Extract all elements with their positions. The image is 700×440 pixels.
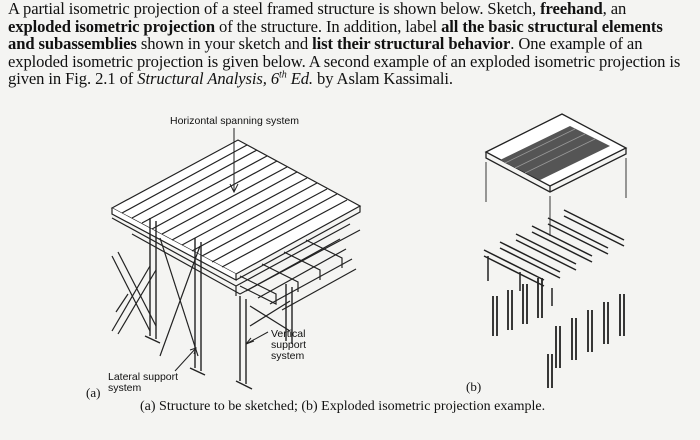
book-edition: Ed. <box>286 69 313 89</box>
problem-text-3: , an <box>602 0 627 18</box>
problem-text-9: . One example of an exploded isometric projection is given below. A second example of an exploded isometric projection is given in Fig. 2.1 of <box>8 34 681 89</box>
figure-drawing <box>0 106 700 440</box>
subfigure-label-b: (b) <box>466 379 482 394</box>
label-vertical-line2: support <box>271 339 307 351</box>
exploded-drawing-b <box>484 114 626 388</box>
label-lateral-support <box>108 372 178 394</box>
edition-superscript: th <box>279 69 287 81</box>
label-lateral-line1: Lateral support <box>108 371 179 383</box>
figure-caption: (a) Structure to be sketched; (b) Exploded isometric projection example. <box>140 399 546 414</box>
problem-text-freehand: freehand <box>540 0 603 18</box>
label-vertical-line1: Vertical <box>271 328 306 340</box>
label-lateral-line2: system <box>108 382 142 394</box>
problem-statement <box>8 0 692 88</box>
subfigure-label-a: (a) <box>86 385 101 400</box>
problem-text-exploded: exploded isometric projection <box>8 16 215 36</box>
problem-text-7: shown in your sketch and <box>136 34 313 54</box>
problem-text-1: A partial isometric projection of a steel framed structure is shown below. Sketch, <box>8 0 541 18</box>
exploded-columns <box>493 278 624 388</box>
deck-boards <box>112 140 360 280</box>
figure <box>0 106 700 440</box>
exploded-beams <box>484 210 624 306</box>
label-vertical-support <box>271 329 306 362</box>
problem-text-author: by Aslam Kassimali. <box>312 69 453 89</box>
book-title: Structural Analysis, 6 <box>137 69 280 89</box>
problem-text-5: of the structure. In addition, label <box>214 16 442 36</box>
label-vertical-line3: system <box>271 350 305 362</box>
label-horizontal-spanning: Horizontal spanning system <box>170 115 299 127</box>
structure-drawing-a <box>112 128 360 389</box>
exploded-slab <box>486 114 626 192</box>
problem-text-behavior: list their structural behavior <box>312 34 511 54</box>
problem-text-elements: all the basic structural elements and subassemblies <box>8 16 663 54</box>
